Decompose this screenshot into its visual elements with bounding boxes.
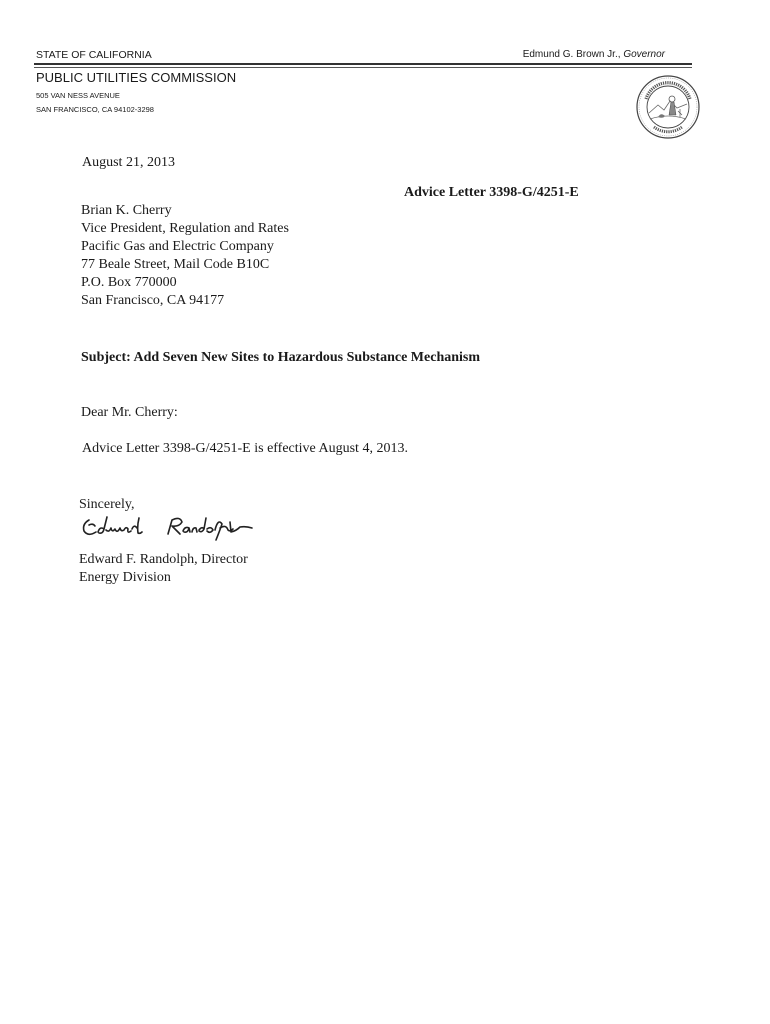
- addressee-title: Vice President, Regulation and Rates: [81, 221, 289, 236]
- signer-division: Energy Division: [79, 570, 171, 585]
- addressee-company: Pacific Gas and Electric Company: [81, 239, 274, 254]
- letter-date: August 21, 2013: [82, 155, 175, 170]
- addressee-street: 77 Beale Street, Mail Code B10C: [81, 257, 270, 272]
- seal-icon: [636, 75, 700, 139]
- closing: Sincerely,: [79, 497, 135, 512]
- address-line-1: 505 VAN NESS AVENUE: [36, 91, 120, 100]
- signature-image: [80, 514, 265, 542]
- header-rule-thin: [34, 67, 692, 68]
- subject-line: Subject: Add Seven New Sites to Hazardous Substance Mechanism: [81, 350, 481, 365]
- header-rule: [34, 63, 692, 65]
- governor-name: Edmund G. Brown Jr.,: [522, 49, 624, 60]
- address-line-2: SAN FRANCISCO, CA 94102-3298: [36, 105, 154, 114]
- addressee-name: Brian K. Cherry: [81, 203, 172, 218]
- addressee-city: San Francisco, CA 94177: [81, 293, 225, 308]
- addressee-po-box: P.O. Box 770000: [81, 275, 177, 290]
- salutation: Dear Mr. Cherry:: [81, 405, 178, 420]
- advice-letter-reference: Advice Letter 3398-G/4251-E: [404, 185, 579, 200]
- letter-body: Advice Letter 3398-G/4251-E is effective August 4, 2013.: [82, 441, 408, 456]
- addressee-block: [81, 202, 289, 310]
- state-header: STATE OF CALIFORNIA: [36, 49, 152, 61]
- governor-line: [523, 49, 665, 60]
- signer-name: Edward F. Randolph, Director: [79, 552, 248, 567]
- governor-title: Governor: [623, 49, 665, 60]
- commission-name: PUBLIC UTILITIES COMMISSION: [36, 70, 237, 85]
